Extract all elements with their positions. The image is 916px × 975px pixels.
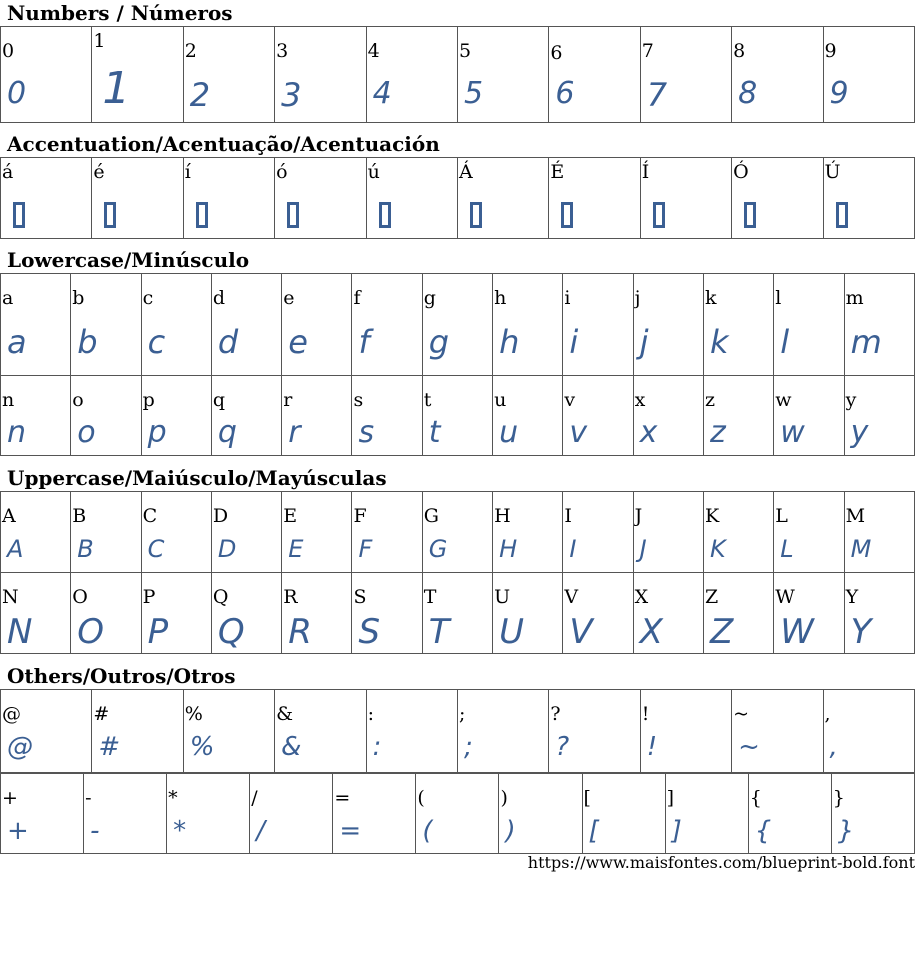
glyph-cell <box>703 492 773 573</box>
char-label: I <box>564 505 572 527</box>
char-label: { <box>749 787 762 809</box>
glyph-sample: 9 <box>829 76 849 111</box>
glyph-cell <box>416 774 499 854</box>
glyph-sample: j <box>639 323 649 361</box>
char-label: n <box>2 389 15 411</box>
glyph-cell <box>71 274 141 376</box>
glyph-cell <box>333 774 416 854</box>
glyph-sample: d <box>217 323 239 361</box>
glyph-cell <box>282 376 352 456</box>
char-label: q <box>212 389 226 411</box>
glyph-cell <box>167 774 250 854</box>
glyph-cell <box>1 774 84 854</box>
char-label: A <box>2 505 16 527</box>
char-label: E <box>283 505 298 527</box>
char-label: = <box>334 787 351 809</box>
char-label: ] <box>666 787 675 809</box>
glyph-sample: ! <box>646 732 658 762</box>
glyph-sample: ] <box>671 816 682 846</box>
char-label: D <box>212 505 229 527</box>
glyph-cell <box>92 158 183 239</box>
glyph-sample: ) <box>505 816 516 846</box>
glyph-cell <box>732 27 823 123</box>
glyph-sample: = <box>339 816 362 846</box>
glyph-cell <box>703 573 773 654</box>
glyph-sample: v <box>569 415 588 450</box>
glyph-sample: O <box>77 612 105 652</box>
glyph-sample: 2 <box>189 76 211 114</box>
char-label: l <box>775 287 782 309</box>
char-label: g <box>423 287 436 309</box>
glyph-cell <box>633 274 703 376</box>
char-label: ú <box>367 161 380 183</box>
glyph-sample: I <box>569 535 577 563</box>
char-label: - <box>85 787 92 809</box>
glyph-cell <box>633 573 703 654</box>
char-label: [ <box>583 787 591 809</box>
glyph-sample: P <box>147 612 169 652</box>
glyph-cell <box>774 492 844 573</box>
char-label: h <box>494 287 507 309</box>
glyph-sample: x <box>639 415 658 450</box>
glyph-sample: , <box>829 732 838 762</box>
glyph-cell <box>183 690 274 773</box>
glyph-sample: l <box>780 323 790 361</box>
char-label: Í <box>641 161 650 183</box>
glyph-cell <box>732 158 823 239</box>
glyph-cell <box>748 774 831 854</box>
char-label: # <box>93 703 110 725</box>
missing-glyph-box-icon <box>653 202 665 228</box>
glyph-cell <box>640 27 731 123</box>
char-label: á <box>2 161 14 183</box>
missing-glyph-box-icon <box>104 202 116 228</box>
glyph-cell <box>282 274 352 376</box>
others-row-1 <box>1 690 915 773</box>
glyph-sample: M <box>850 535 872 563</box>
glyph-cell <box>92 690 183 773</box>
glyph-sample: + <box>7 816 29 846</box>
footer-url: https://www.maisfontes.com/blueprint-bold.font <box>527 853 915 872</box>
glyph-cell <box>640 690 731 773</box>
glyph-sample: D <box>217 535 237 563</box>
glyph-cell <box>774 274 844 376</box>
char-label: ( <box>417 787 425 809</box>
glyph-cell <box>282 492 352 573</box>
char-label: * <box>168 787 178 809</box>
glyph-cell <box>183 27 274 123</box>
glyph-sample: y <box>850 415 869 450</box>
char-label: V <box>564 586 579 608</box>
glyph-sample: L <box>780 535 794 563</box>
char-label: ? <box>550 703 561 725</box>
char-label: 0 <box>2 40 15 62</box>
glyph-cell <box>71 573 141 654</box>
glyph-sample: Z <box>709 612 734 652</box>
glyph-sample: R <box>288 612 312 652</box>
glyph-cell <box>563 274 633 376</box>
glyph-sample: C <box>147 535 165 563</box>
char-label: R <box>283 586 298 608</box>
glyph-cell <box>823 27 914 123</box>
glyph-sample: s <box>358 415 375 450</box>
char-label: p <box>142 389 155 411</box>
glyph-sample: K <box>709 535 726 563</box>
glyph-sample: a <box>7 323 27 361</box>
glyph-cell <box>92 27 183 123</box>
glyph-sample: u <box>499 415 519 450</box>
char-label: Ú <box>824 161 841 183</box>
char-label: & <box>276 703 294 725</box>
missing-glyph-box-icon <box>13 202 25 228</box>
char-label: J <box>634 505 643 527</box>
glyph-cell <box>352 573 422 654</box>
char-label: K <box>704 505 720 527</box>
glyph-sample: W <box>780 612 814 652</box>
char-label: c <box>142 287 154 309</box>
glyph-cell <box>141 573 211 654</box>
char-label: } <box>832 787 845 809</box>
char-label: B <box>72 505 87 527</box>
glyph-sample: h <box>499 323 520 361</box>
char-label: 7 <box>641 40 654 62</box>
missing-glyph-box-icon <box>287 202 299 228</box>
char-label: X <box>634 586 649 608</box>
glyph-cell <box>493 274 563 376</box>
glyph-sample: S <box>358 612 381 652</box>
glyph-cell <box>141 492 211 573</box>
glyph-sample: o <box>77 415 96 450</box>
glyph-sample: 0 <box>7 76 27 111</box>
glyph-sample: w <box>780 415 805 450</box>
char-label: Z <box>704 586 719 608</box>
glyph-sample: E <box>288 535 304 563</box>
char-label: z <box>704 389 715 411</box>
char-label: Q <box>212 586 229 608</box>
glyph-sample: ~ <box>738 732 760 762</box>
glyph-sample: U <box>499 612 524 652</box>
glyph-cell <box>563 376 633 456</box>
char-label: d <box>212 287 226 309</box>
glyph-cell <box>844 573 914 654</box>
glyph-cell <box>1 573 71 654</box>
char-label: j <box>634 287 641 309</box>
glyph-sample: p <box>147 415 167 450</box>
glyph-sample: z <box>709 415 726 450</box>
glyph-sample: { <box>754 816 772 846</box>
char-label: a <box>2 287 14 309</box>
glyph-cell <box>703 274 773 376</box>
glyph-sample: m <box>850 323 882 361</box>
char-label: ! <box>641 703 650 725</box>
numbers-title: Numbers / Números <box>7 1 233 25</box>
uppercase-row-1 <box>1 492 915 573</box>
lowercase-row-2 <box>1 376 915 456</box>
char-label: S <box>353 586 367 608</box>
lowercase-grid <box>0 273 915 456</box>
glyph-sample: i <box>569 323 579 361</box>
missing-glyph-box-icon <box>836 202 848 228</box>
glyph-cell <box>633 492 703 573</box>
char-label: Ó <box>733 161 749 183</box>
glyph-cell <box>366 158 457 239</box>
char-label: r <box>283 389 293 411</box>
glyph-sample: - <box>90 816 100 846</box>
glyph-cell <box>366 690 457 773</box>
glyph-cell <box>211 376 281 456</box>
char-label: t <box>423 389 432 411</box>
glyph-sample: 3 <box>281 76 302 114</box>
glyph-sample: * <box>173 816 187 846</box>
glyph-cell <box>1 274 71 376</box>
glyph-cell <box>563 573 633 654</box>
others-row-2 <box>1 774 915 854</box>
glyph-sample: g <box>428 323 450 361</box>
char-label: P <box>142 586 156 608</box>
glyph-cell <box>563 492 633 573</box>
glyph-sample: 1 <box>102 63 131 114</box>
char-label: 1 <box>93 30 106 52</box>
char-label: C <box>142 505 158 527</box>
char-label: s <box>353 389 364 411</box>
glyph-sample: A <box>7 535 24 563</box>
glyph-sample: k <box>709 323 729 361</box>
char-label: : <box>367 703 374 725</box>
glyph-cell <box>844 492 914 573</box>
glyph-sample: [ <box>588 816 599 846</box>
glyph-cell <box>1 690 92 773</box>
char-label: 4 <box>367 40 380 62</box>
glyph-cell <box>774 376 844 456</box>
glyph-sample: V <box>569 612 593 652</box>
char-label: é <box>93 161 105 183</box>
glyph-sample: n <box>7 415 27 450</box>
glyph-sample: J <box>639 535 647 563</box>
char-label: b <box>72 287 85 309</box>
glyph-cell <box>844 376 914 456</box>
char-label: F <box>353 505 367 527</box>
glyph-cell <box>1 27 92 123</box>
others-grid-1 <box>0 689 915 773</box>
glyph-cell <box>732 690 823 773</box>
char-label: 5 <box>458 40 472 62</box>
glyph-cell <box>665 774 748 854</box>
char-label: É <box>550 161 565 183</box>
glyph-sample: Y <box>850 612 872 652</box>
char-label: H <box>494 505 511 527</box>
char-label: G <box>423 505 439 527</box>
glyph-sample: ; <box>463 732 473 762</box>
glyph-cell <box>640 158 731 239</box>
glyph-cell <box>422 376 492 456</box>
glyph-cell <box>352 376 422 456</box>
char-label: T <box>423 586 437 608</box>
glyph-cell <box>422 492 492 573</box>
glyph-sample: 7 <box>646 76 668 114</box>
char-label: % <box>184 703 203 725</box>
glyph-sample: } <box>837 816 855 846</box>
glyph-sample: t <box>428 415 441 450</box>
glyph-cell <box>250 774 333 854</box>
glyph-sample: T <box>428 612 450 652</box>
glyph-cell <box>1 158 92 239</box>
others-grid-2 <box>0 773 915 854</box>
char-label: + <box>2 787 18 809</box>
char-label: U <box>494 586 511 608</box>
glyph-sample: 4 <box>372 76 392 111</box>
others-title: Others/Outros/Otros <box>7 664 236 688</box>
glyph-sample: 8 <box>738 76 758 111</box>
glyph-cell <box>183 158 274 239</box>
glyph-cell <box>211 274 281 376</box>
char-label: ; <box>458 703 466 725</box>
char-label: x <box>634 389 646 411</box>
char-label: ~ <box>733 703 750 725</box>
glyph-cell <box>633 376 703 456</box>
glyph-sample: & <box>281 732 302 762</box>
glyph-sample: ( <box>422 816 433 846</box>
glyph-sample: b <box>77 323 98 361</box>
glyph-sample: 6 <box>555 76 575 111</box>
char-label: O <box>72 586 88 608</box>
char-label: w <box>775 389 792 411</box>
glyph-cell <box>831 774 914 854</box>
glyph-cell <box>366 27 457 123</box>
numbers-grid <box>0 26 915 123</box>
glyph-cell <box>774 573 844 654</box>
glyph-sample: e <box>288 323 308 361</box>
glyph-cell <box>703 376 773 456</box>
glyph-cell <box>211 573 281 654</box>
glyph-cell <box>457 27 548 123</box>
glyph-sample: / <box>256 816 265 846</box>
glyph-cell <box>823 158 914 239</box>
glyph-sample: f <box>358 323 370 361</box>
glyph-cell <box>275 158 366 239</box>
glyph-sample: H <box>499 535 518 563</box>
glyph-cell <box>549 690 640 773</box>
glyph-cell <box>141 274 211 376</box>
numbers-row <box>1 27 915 123</box>
glyph-cell <box>211 492 281 573</box>
lowercase-title: Lowercase/Minúsculo <box>7 248 250 272</box>
glyph-sample: r <box>288 415 301 450</box>
glyph-sample: q <box>217 415 237 450</box>
char-label: 6 <box>550 42 563 64</box>
char-label: M <box>845 505 866 527</box>
glyph-sample: B <box>77 535 94 563</box>
char-label: 8 <box>733 40 746 62</box>
glyph-cell <box>549 158 640 239</box>
glyph-cell <box>1 492 71 573</box>
glyph-sample: Q <box>217 612 245 652</box>
glyph-sample: @ <box>7 732 33 762</box>
glyph-cell <box>422 274 492 376</box>
char-label: @ <box>2 703 21 725</box>
glyph-cell <box>844 274 914 376</box>
uppercase-grid <box>0 491 915 654</box>
glyph-cell <box>275 27 366 123</box>
glyph-cell <box>141 376 211 456</box>
missing-glyph-box-icon <box>379 202 391 228</box>
missing-glyph-box-icon <box>561 202 573 228</box>
glyph-cell <box>352 492 422 573</box>
glyph-sample: X <box>639 612 663 652</box>
glyph-sample: G <box>428 535 448 563</box>
glyph-sample: F <box>358 535 373 563</box>
glyph-cell <box>457 158 548 239</box>
accents-title: Accentuation/Acentuação/Acentuación <box>7 132 440 156</box>
char-label: 2 <box>184 40 197 62</box>
glyph-cell <box>457 690 548 773</box>
char-label: / <box>251 787 258 809</box>
char-label: Y <box>845 586 859 608</box>
glyph-cell <box>493 492 563 573</box>
glyph-cell <box>71 376 141 456</box>
char-label: m <box>845 287 864 309</box>
glyph-cell <box>493 573 563 654</box>
glyph-cell <box>1 376 71 456</box>
char-label: o <box>72 389 84 411</box>
char-label: u <box>494 389 507 411</box>
glyph-sample: N <box>7 612 33 652</box>
glyph-cell <box>582 774 665 854</box>
glyph-sample: 5 <box>463 76 484 111</box>
glyph-sample: c <box>147 323 166 361</box>
accents-grid <box>0 157 915 239</box>
char-label: i <box>564 287 571 309</box>
char-label: v <box>564 389 576 411</box>
glyph-cell <box>823 690 914 773</box>
glyph-cell <box>422 573 492 654</box>
char-label: N <box>2 586 19 608</box>
char-label: e <box>283 287 295 309</box>
glyph-cell <box>499 774 582 854</box>
glyph-cell <box>493 376 563 456</box>
glyph-cell <box>352 274 422 376</box>
char-label: , <box>824 703 831 725</box>
missing-glyph-box-icon <box>196 202 208 228</box>
glyph-sample: # <box>98 732 121 762</box>
char-label: í <box>184 161 191 183</box>
uppercase-row-2 <box>1 573 915 654</box>
char-label: k <box>704 287 717 309</box>
uppercase-title: Uppercase/Maiúsculo/Mayúsculas <box>7 466 387 490</box>
lowercase-row-1 <box>1 274 915 376</box>
char-label: ó <box>276 161 288 183</box>
char-label: W <box>775 586 795 608</box>
char-label: L <box>775 505 788 527</box>
glyph-sample: % <box>189 732 215 762</box>
missing-glyph-box-icon <box>470 202 482 228</box>
glyph-cell <box>84 774 167 854</box>
char-label: Á <box>458 161 473 183</box>
char-label: ) <box>500 787 508 809</box>
accents-row <box>1 158 915 239</box>
glyph-cell <box>71 492 141 573</box>
glyph-cell <box>282 573 352 654</box>
glyph-cell <box>275 690 366 773</box>
missing-glyph-box-icon <box>744 202 756 228</box>
char-label: 3 <box>276 40 289 62</box>
char-label: 9 <box>824 40 837 62</box>
char-label: f <box>353 287 361 309</box>
char-label: y <box>845 389 857 411</box>
glyph-sample: ? <box>555 732 570 762</box>
glyph-cell <box>549 27 640 123</box>
glyph-sample: : <box>372 732 382 762</box>
